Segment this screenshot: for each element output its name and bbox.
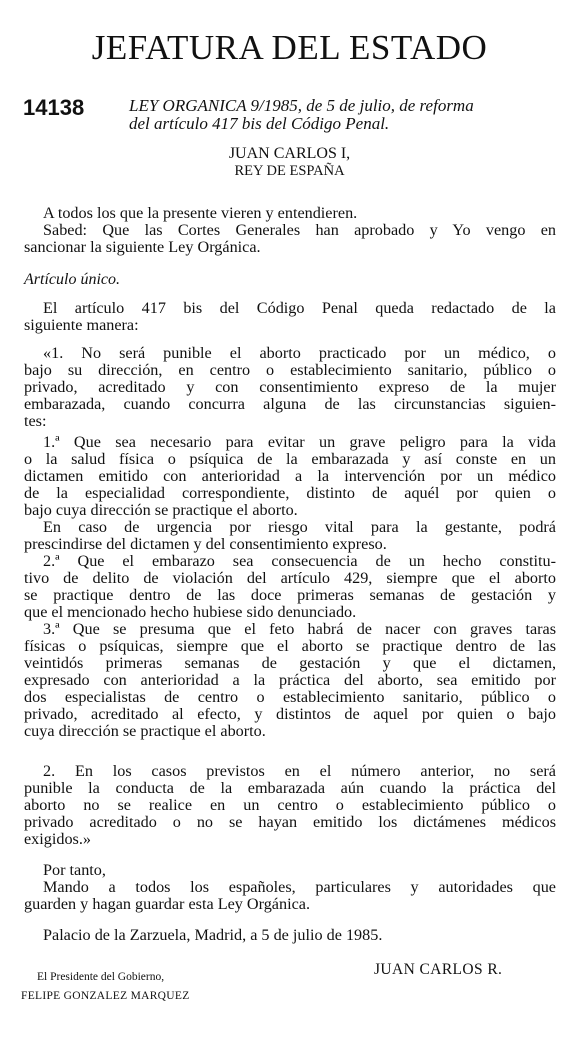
case-1-line: dictamen emitido con anterioridad a la intervención por un médico: [24, 467, 556, 485]
section-1-line: privado, acreditado y con consentimiento expreso de la mujer: [24, 378, 556, 396]
case-2-line: tivo de delito de violación del artículo 429, siempre que el aborto: [24, 569, 556, 587]
case-3-line: expresado con anterioridad a la práctica del aborto, sea emitido por: [24, 671, 556, 689]
article-intro-line: El artículo 417 bis del Código Penal queda redactado de la: [43, 299, 556, 317]
section-1-line: «1. No será punible el aborto practicado por un médico, o: [43, 344, 556, 362]
king-signature: JUAN CARLOS R.: [374, 961, 503, 978]
section-2-line: exigidos.»: [24, 830, 91, 848]
case-1-line: de la especialidad correspondiente, distinto de aquél por quien o: [24, 484, 556, 502]
president-name: FELIPE GONZALEZ MARQUEZ: [21, 990, 190, 1002]
article-heading: Artículo único.: [24, 271, 120, 288]
case-3-line: cuya dirección se practique el aborto.: [24, 722, 266, 740]
case-3-line: veintidós primeras semanas de gestación y que el dictamen,: [24, 654, 556, 672]
place-date: Palacio de la Zarzuela, Madrid, a 5 de julio de 1985.: [43, 926, 383, 944]
section-2-line: punible la conducta de la embarazada aún cuando la práctica del: [24, 779, 556, 797]
preamble-line: A todos los que la presente vieren y entendieren.: [43, 204, 358, 222]
case-1-line: o la salud física o psíquica de la embarazada y así conste en un: [24, 450, 556, 468]
case-1-urgency-line: prescindirse del dictamen y del consentimiento expreso.: [24, 535, 387, 553]
case-2-line: que el mencionado hecho hubiese sido denunciado.: [24, 603, 357, 621]
case-3-line: 3.ª Que se presuma que el feto habrá de nacer con graves taras: [43, 620, 556, 638]
preamble-line: Sabed: Que las Cortes Generales han aprobado y Yo vengo en: [43, 221, 556, 239]
preamble-line: sancionar la siguiente Ley Orgánica.: [24, 238, 261, 256]
case-2-line: 2.ª Que el embarazo sea consecuencia de un hecho constitu-: [43, 552, 556, 570]
monarch-title: REY DE ESPAÑA: [234, 163, 345, 179]
law-title-line: LEY ORGANICA 9/1985, de 5 de julio, de reforma: [129, 96, 474, 115]
case-3-line: físicas o psíquicas, siempre que el aborto se practique dentro de las: [24, 637, 556, 655]
case-3-line: dos especialistas de centro o establecimiento sanitario, público o: [24, 688, 556, 706]
case-1-line: 1.ª Que sea necesario para evitar un grave peligro para la vida: [43, 433, 556, 451]
case-1-urgency-line: En caso de urgencia por riesgo vital para la gestante, podrá: [43, 518, 556, 536]
section-2-line: 2. En los casos previstos en el número anterior, no será: [43, 762, 556, 780]
section-1-line: embarazada, cuando concurra alguna de las circunstancias siguien-: [24, 395, 556, 413]
law-title-line: del artículo 417 bis del Código Penal.: [129, 114, 390, 133]
president-role: El Presidente del Gobierno,: [37, 971, 165, 983]
case-3-line: privado, acreditado al efecto, y distintos de aquel por quien o bajo: [24, 705, 556, 723]
section-2-line: aborto no se realice en un centro o establecimiento público o: [24, 796, 556, 814]
law-number: 14138: [23, 95, 85, 120]
case-1-line: bajo cuya dirección se practique el aborto.: [24, 501, 298, 519]
monarch-name: JUAN CARLOS I,: [228, 145, 351, 162]
section-1-line: tes:: [24, 412, 47, 430]
section-1-line: bajo su dirección, en centro o establecimiento sanitario, público o: [24, 361, 556, 379]
section-2-line: privado acreditado o no se hayan emitido los dictámenes médicos: [24, 813, 556, 831]
case-2-line: se practique dentro de las doce primeras semanas de gestación y: [24, 586, 556, 604]
closing-line: Por tanto,: [43, 861, 106, 879]
article-intro-line: siguiente manera:: [24, 316, 139, 334]
closing-line: Mando a todos los españoles, particulares y autoridades que: [43, 878, 556, 896]
closing-line: guarden y hagan guardar esta Ley Orgánica.: [24, 895, 310, 913]
page-title: JEFATURA DEL ESTADO: [91, 28, 488, 67]
